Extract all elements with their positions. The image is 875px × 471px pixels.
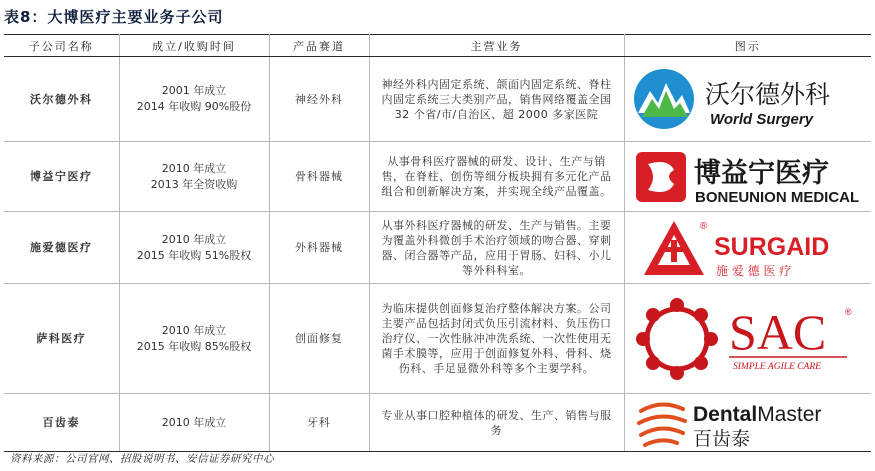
- time-line: 2010 年成立: [161, 415, 227, 429]
- established-time: [119, 57, 269, 142]
- company-logo: [624, 212, 871, 284]
- time-line: 2015 年收购 85%股权: [136, 339, 252, 353]
- time-line: 2014 年收购 90%股份: [136, 100, 252, 113]
- sac-mark-icon: [636, 298, 718, 380]
- company-logo: [624, 284, 871, 394]
- header-company-name: 子公司名称: [4, 35, 119, 57]
- source-note: 资料来源：公司官网、招股说明书、安信证券研究中心: [10, 453, 274, 465]
- product-track: 神经外科: [269, 57, 369, 142]
- table-header-row: [4, 35, 871, 57]
- dentalmaster-mark-icon: [639, 404, 685, 445]
- product-track: 创面修复: [269, 284, 369, 394]
- established-time: [119, 284, 269, 394]
- company-logo: [624, 142, 871, 212]
- table-row: [4, 57, 871, 142]
- company-logo: [624, 394, 871, 452]
- time-line: 2015 年收购 51%股权: [136, 248, 252, 262]
- established-time: [119, 394, 269, 452]
- main-business: 为临床提供创面修复治疗整体解决方案。公司主要产品包括封闭式负压引流材料、负压伤口治疗仪、一次性脉冲冲洗系统、一次性使用无菌手术膜等，应用于创面修复外科、骨科、烧伤科、手足显微外科等多个主要学科。: [369, 284, 624, 394]
- logo-en-part-2: Master: [756, 402, 822, 426]
- time-line: 2010 年成立: [161, 323, 227, 337]
- established-time: [119, 142, 269, 212]
- logo-en-text: SURGAID: [713, 232, 830, 261]
- world-surgery-mark-icon: [634, 69, 694, 129]
- time-line: 2013 年全资收购: [150, 177, 238, 191]
- main-business: 从事骨科医疗器械的研发、设计、生产与销售，在脊柱、创伤等细分板块拥有多元化产品组合和创新解决方案，并实现全线产品覆盖。: [369, 142, 624, 212]
- company-logo: [624, 57, 871, 142]
- main-business: 从事外科医疗器械的研发、生产与销售。主要为覆盖外科微创手术治疗领域的吻合器、穿刺器、闭合器等产品，应用于胃肠、妇科、小儿等外科科室。: [369, 212, 624, 284]
- surgaid-logo: [638, 215, 858, 281]
- table-row: [4, 212, 871, 284]
- table-title: 表8：大博医疗主要业务子公司: [4, 8, 224, 26]
- header-time: 成立/收购时间: [119, 35, 269, 57]
- header-track: 产品赛道: [269, 35, 369, 57]
- company-name: 沃尔德外科: [4, 57, 119, 142]
- company-name: 博益宁医疗: [4, 142, 119, 212]
- main-business: 专业从事口腔种植体的研发、生产、销售与服务: [369, 394, 624, 452]
- product-track: 外科器械: [269, 212, 369, 284]
- logo-en-text: BONEUNION MEDICAL: [694, 188, 859, 206]
- product-track: 牙科: [269, 394, 369, 452]
- logo-en-part-1: Dental: [692, 402, 757, 426]
- surgaid-mark-icon: [644, 221, 704, 275]
- table-row: [4, 284, 871, 394]
- company-name: 施爱德医疗: [4, 212, 119, 284]
- product-track: 骨科器械: [269, 142, 369, 212]
- world-surgery-logo: [628, 57, 868, 141]
- logo-en-text: SAC: [728, 303, 827, 360]
- time-line: 2001 年成立: [161, 84, 227, 97]
- logo-registered-mark: ®: [844, 306, 852, 317]
- boneunion-logo: [628, 144, 868, 210]
- logo-cn-text: 施 爱 德 医 疗: [715, 263, 792, 278]
- boneunion-mark-icon: [636, 152, 686, 202]
- time-line: 2010 年成立: [161, 161, 227, 175]
- header-logo: 图示: [624, 35, 871, 57]
- company-name: 萨科医疗: [4, 284, 119, 394]
- logo-tagline: SIMPLE AGILE CARE: [732, 361, 821, 372]
- dentalmaster-logo: [633, 395, 863, 451]
- logo-en-text: [693, 403, 821, 426]
- logo-cn-text: 博益宁医疗: [693, 157, 829, 189]
- logo-en-text: World Surgery: [709, 111, 813, 128]
- logo-cn-text: 沃尔德外科: [704, 80, 830, 109]
- company-name: 百齿泰: [4, 394, 119, 452]
- subsidiary-table: [4, 34, 871, 452]
- time-line: 2010 年成立: [161, 232, 227, 246]
- header-business: 主营业务: [369, 35, 624, 57]
- main-business: 神经外科内固定系统、颌面内固定系统、脊柱内固定系统三大类别产品，销售网络覆盖全国 32 个省/市/自治区、超 2000 多家医院: [369, 57, 624, 142]
- logo-cn-text: 百齿泰: [692, 427, 750, 450]
- sac-logo: [633, 291, 863, 387]
- logo-registered-mark: ®: [699, 220, 708, 232]
- established-time: [119, 212, 269, 284]
- table-row: [4, 394, 871, 452]
- table-row: [4, 142, 871, 212]
